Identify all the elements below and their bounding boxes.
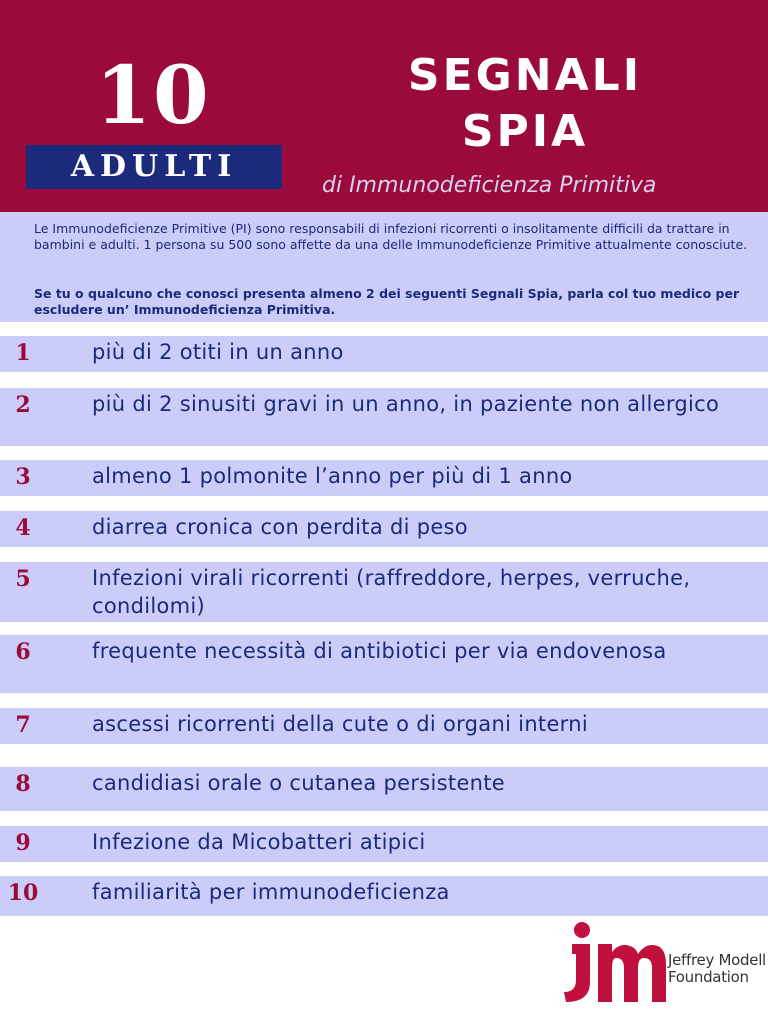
sign-row-1 bbox=[0, 336, 768, 372]
title-line-1: SEGNALI bbox=[407, 50, 643, 101]
sign-text: Infezioni virali ricorrenti (raffreddore, herpes, verruche, condilomi) bbox=[92, 566, 691, 618]
sign-number: 10 bbox=[7, 880, 39, 906]
subtitle: di Immunodeficienza Primitiva bbox=[322, 173, 657, 198]
sign-row-7 bbox=[0, 708, 768, 744]
logo-name-line2: Foundation bbox=[668, 968, 749, 986]
sign-row-5 bbox=[0, 562, 768, 622]
sign-row-2 bbox=[0, 388, 768, 446]
header-banner bbox=[0, 0, 768, 212]
sign-text: Infezione da Micobatteri atipici bbox=[92, 830, 426, 854]
sign-number: 2 bbox=[15, 392, 31, 418]
sign-row-8 bbox=[0, 767, 768, 811]
sign-number: 5 bbox=[15, 566, 31, 592]
sign-number: 7 bbox=[15, 712, 31, 738]
sign-row-6 bbox=[0, 635, 768, 693]
sign-number: 4 bbox=[15, 515, 31, 541]
intro-advice: Se tu o qualcuno che conosci presenta almeno 2 dei seguenti Segnali Spia, parla col tuo medico per escludere un’ Immunodeficienza Primitiva. bbox=[34, 286, 740, 317]
sign-number: 1 bbox=[15, 340, 31, 366]
sign-text: candidiasi orale o cutanea persistente bbox=[92, 771, 506, 795]
signs-count: 10 bbox=[95, 48, 211, 142]
sign-text: frequente necessità di antibiotici per via endovenosa bbox=[92, 639, 667, 663]
sign-text: più di 2 otiti in un anno bbox=[92, 340, 344, 364]
sign-text: diarrea cronica con perdita di peso bbox=[92, 515, 468, 539]
sign-text: più di 2 sinusiti gravi in un anno, in paziente non allergico bbox=[92, 392, 720, 416]
sign-text: ascessi ricorrenti della cute o di organi interni bbox=[92, 712, 588, 736]
sign-text: familiarità per immunodeficienza bbox=[92, 880, 450, 904]
sign-number: 8 bbox=[15, 771, 31, 797]
sign-number: 6 bbox=[15, 639, 31, 665]
logo-name-line1: Jeffrey Modell bbox=[668, 951, 766, 969]
intro-box bbox=[0, 212, 768, 322]
foundation-logo-icon bbox=[560, 920, 666, 1004]
sign-row-4 bbox=[0, 511, 768, 547]
title-line-2: SPIA bbox=[461, 106, 589, 157]
sign-row-9 bbox=[0, 826, 768, 862]
sign-number: 9 bbox=[15, 830, 31, 856]
sign-number: 3 bbox=[15, 464, 31, 490]
audience-badge: ADULTI bbox=[26, 145, 282, 189]
foundation-logo-text bbox=[668, 952, 768, 986]
sign-row-10 bbox=[0, 876, 768, 916]
intro-text: Le Immunodeficienze Primitive (PI) sono responsabili di infezioni ricorrenti o insolitamente difficili da trattare in bambini e adulti. 1 persona su 500 sono affette da una delle Immunodeficienze Primitive attualmente conosciute. bbox=[34, 221, 748, 252]
sign-text: almeno 1 polmonite l’anno per più di 1 anno bbox=[92, 464, 573, 488]
sign-row-3 bbox=[0, 460, 768, 496]
